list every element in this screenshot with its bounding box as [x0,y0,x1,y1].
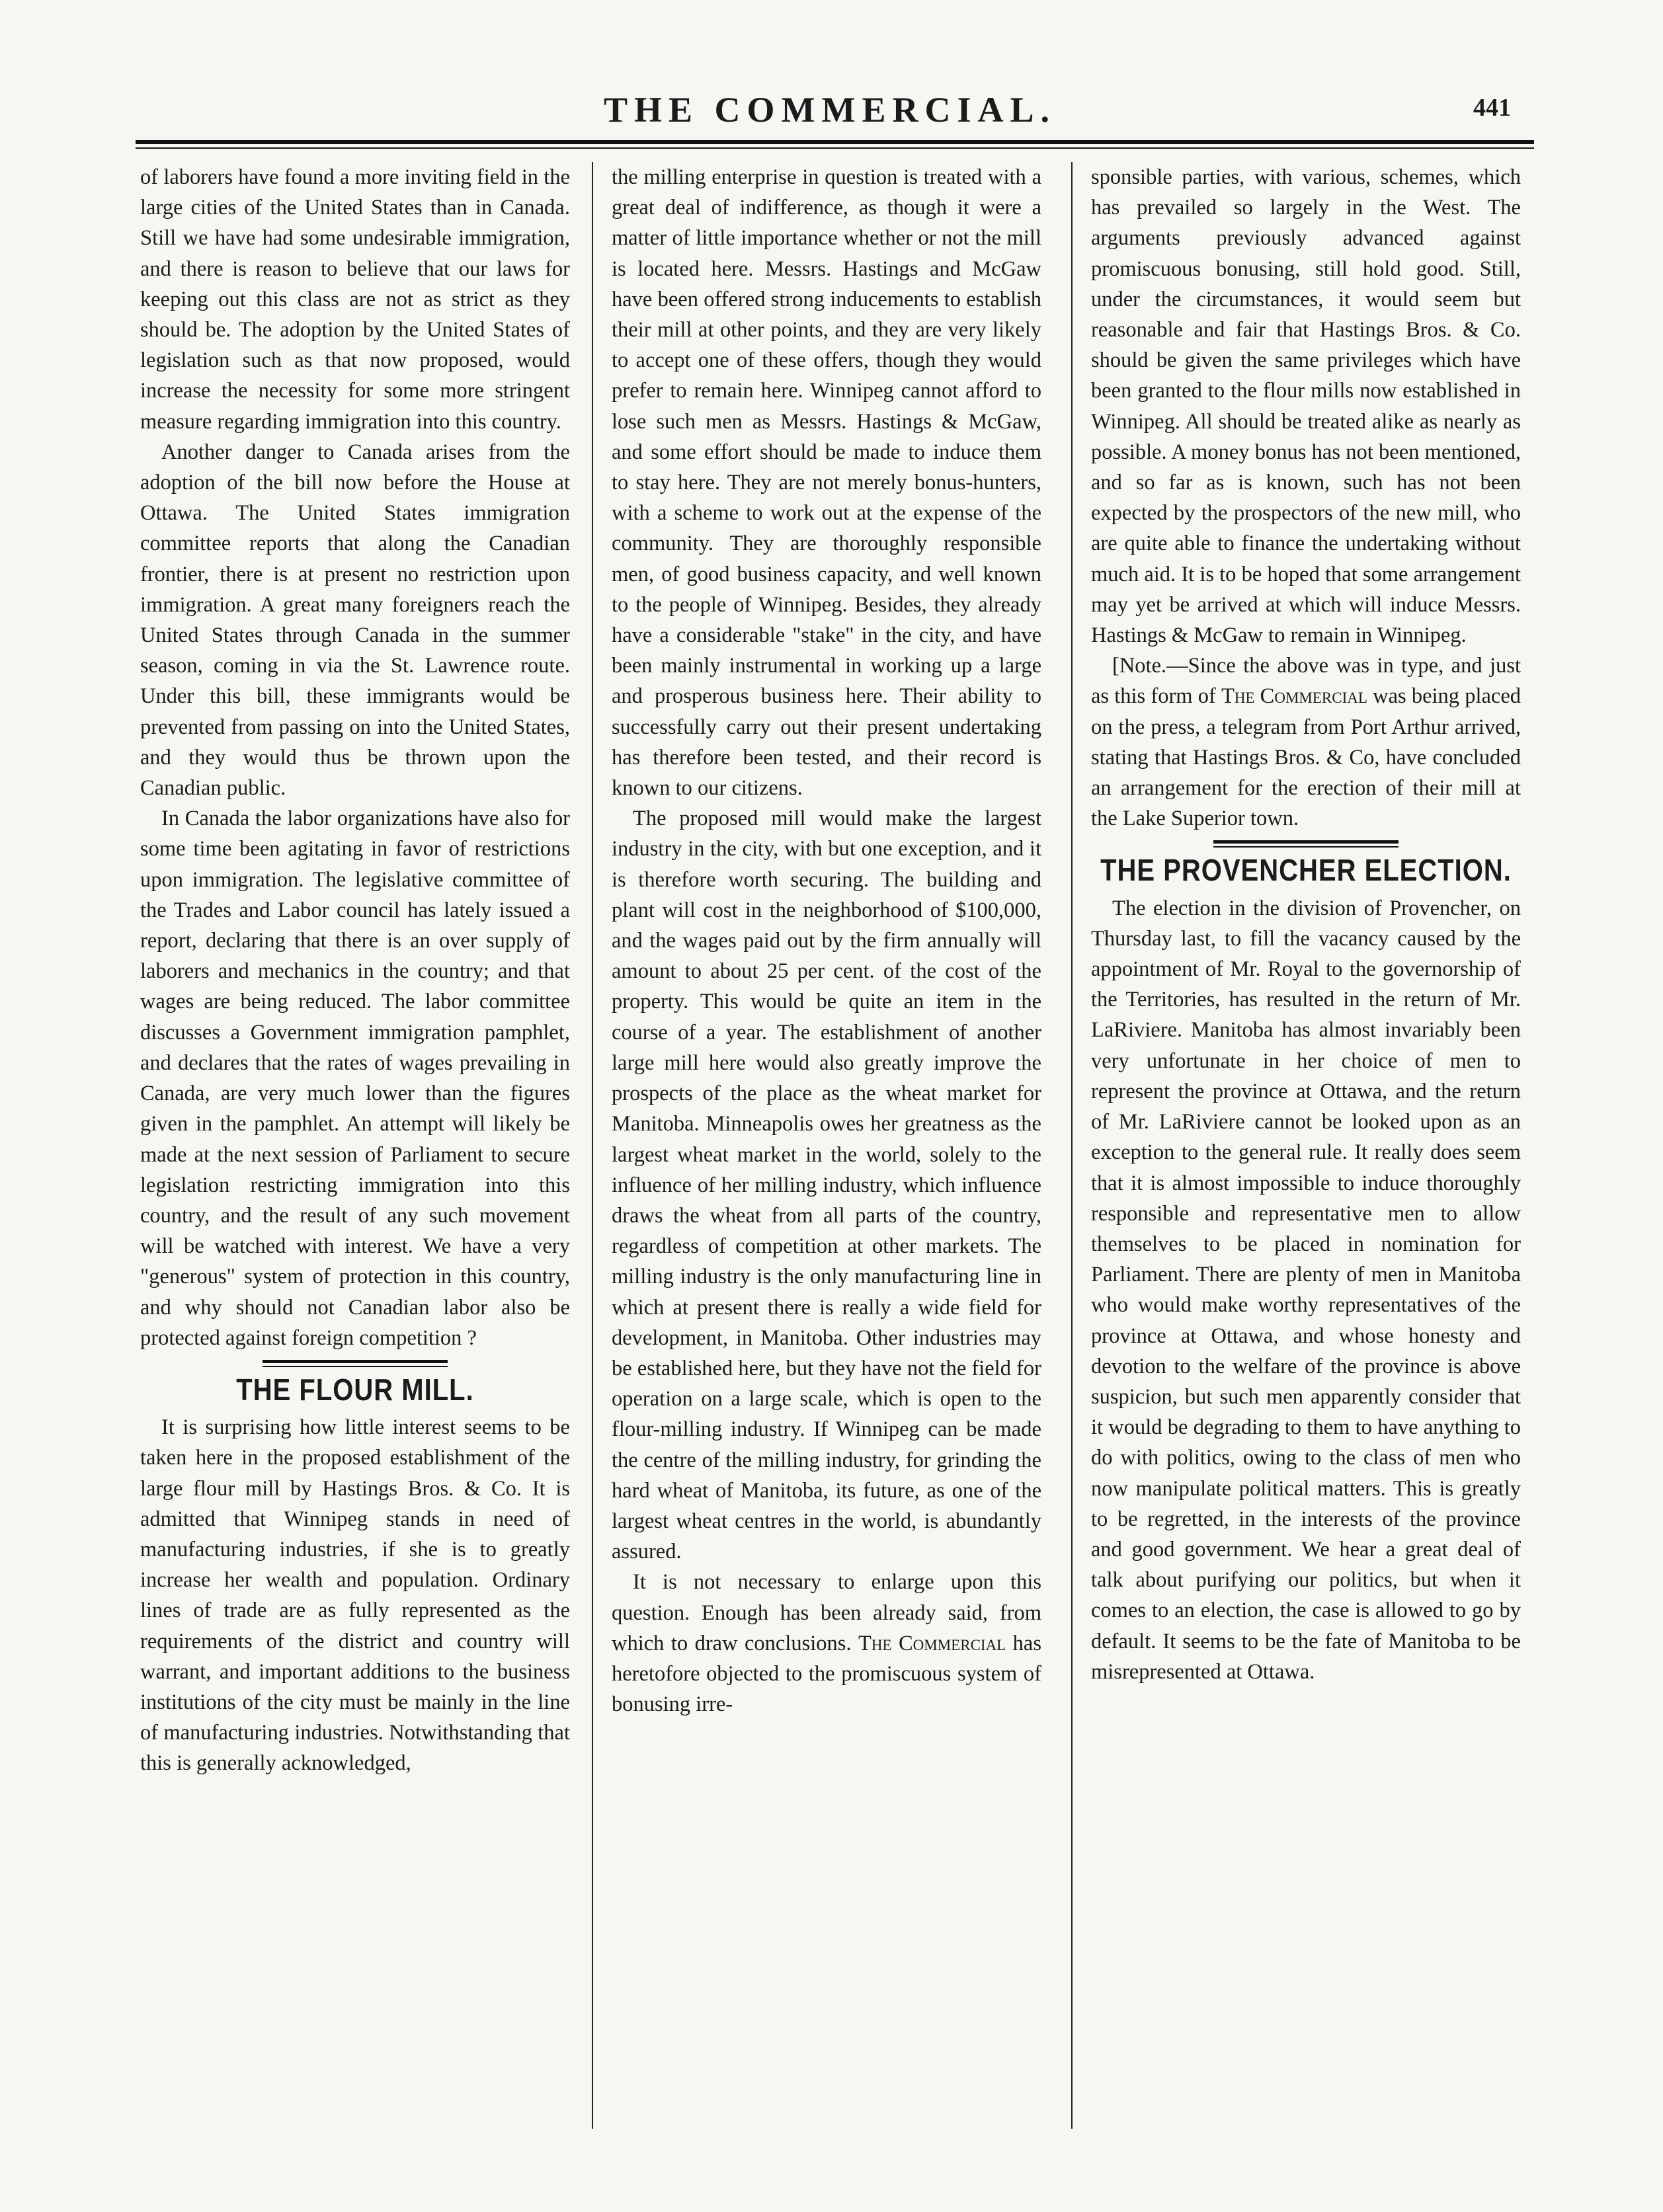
paragraph: It is surprising how little interest seems to be taken here in the proposed establishment of the large flour mill by Hastings Bros. & Co. It is admitted that Winnipeg stands in need of manufacturing industries, if she is to greatly increase her wealth and population. Ordinary lines of trade are as fully represented as the requirements of the district and country will warrant, and important additions to the business institutions of the city must be mainly in the line of manufacturing industries. Notwithstanding that this is generally acknowledged, [140,1415,570,1776]
section-heading: THE FLOUR MILL. [236,1373,474,1407]
publication-name: The Commercial [1221,684,1367,709]
masthead [136,89,1524,136]
section-heading: THE PROVENCHER ELECTION. [1100,854,1512,888]
column-1 [140,162,570,1779]
column-divider [1071,162,1073,2129]
paragraph: sponsible parties, with various, schemes, which has prevailed so largely in the West. The arguments previously advanced against promiscuous bonusing, still hold good. Still, under the circumstances, it would seem but reasonable and fair that Hastings Bros. & Co. should be given the same privileges which have been granted to the flour mills now established in Winnipeg. All should be treated alike as nearly as possible. A money bonus has not been mentioned, and so far as is known, such has not been expected by the prospectors of the new mill, who are quite able to finance the undertaking without much aid. It is to be hoped that some arrangement may yet be arrived at which will induce Messrs. Hastings & McGaw to remain in Winnipeg. [1091,165,1521,648]
column-2 [612,162,1041,1719]
column-divider [592,162,593,2129]
newspaper-title: THE COMMERCIAL. [603,90,1056,130]
paragraph [612,1567,1041,1719]
paragraph: of laborers have found a more inviting field in the large cities of the United States than in Canada. Still we have had some undesirable immigration, and there is reason to believe that our laws for keeping out this class are not as strict as they should be. The adoption by the United States of legislation such as that now proposed, would increase the necessity for some more stringent measure regarding immigration into this country. [140,165,570,434]
publication-name: The Commercial [858,1631,1006,1655]
masthead-rule [136,140,1534,149]
paragraph: the milling enterprise in question is treated with a great deal of indifference, as though it were a matter of little importance whether or not the mill is located here. Messrs. Hastings and McGaw have been offered strong inducements to establish their mill at other points, and they are very likely to accept one of these offers, though they would prefer to remain here. Winnipeg cannot afford to lose such men as Messrs. Hastings & McGaw, and some effort should be made to induce them to stay here. They are not merely bonus-hunters, with a scheme to work out at the expense of the community. They are thoroughly responsible men, of good business capacity, and well known to the people of Winnipeg. Besides, they already have a considerable "stake" in the city, and have been mainly instrumental in working up a large and prosperous business here. Their ability to successfully carry out their present undertaking has therefore been tested, and their record is known to our citizens. [612,165,1041,801]
page-number: 441 [1473,94,1511,122]
paragraph: Another danger to Canada arises from the adoption of the bill now before the House at Ottawa. The United States immigration committee reports that along the Canadian frontier, there is at present no restriction upon immigration. A great many foreigners reach the United States through Canada in the summer season, coming in via the St. Lawrence route. Under this bill, these immigrants would be prevented from passing on into the United States, and they would thus be thrown upon the Canadian public. [140,440,570,801]
text-run: has heretofore objected to the promiscuous system of bonusing irre- [612,1631,1041,1717]
section-rule [263,1360,448,1367]
paragraph: The proposed mill would make the largest industry in the city, with but one exception, and it is therefore worth securing. The building and plant will cost in the neighborhood of $100,000, and the wages paid out by the firm annually will amount to about 25 per cent. of the cost of the property. This would be quite an item in the course of a year. The establishment of another large mill here would also greatly improve the prospects of the place as the wheat market for Manitoba. Minneapolis owes her greatness as the largest wheat market in the world, solely to the influence of her milling industry, which influence draws the wheat from all parts of the country, regardless of competition at other markets. The milling industry is the only manufacturing line in which at present there is really a wide field for development, in Manitoba. Other industries may be established here, but they have not the field for operation on a large scale, which is open to the flour-milling industry. If Winnipeg can be made the centre of the milling industry, for grinding the hard wheat of Manitoba, its future, as one of the largest wheat centres in the world, is abundantly assured. [612,807,1041,1564]
text-run: It is not necessary to enlarge upon this question. Enough has been already said, from which to draw conclusions. [612,1570,1041,1655]
text-run: was being placed on the press, a telegram from Port Arthur arrived, stating that Hastings Bros. & Co, have concluded an arrangement for the erection of their mill at the Lake Superior town. [1091,684,1521,831]
column-3 [1091,162,1521,1687]
editor-note [1091,651,1521,834]
paragraph: The election in the division of Provencher, on Thursday last, to fill the vacancy caused by the appointment of Mr. Royal to the governorship of the Territories, has resulted in the return of Mr. LaRiviere. Manitoba has almost invariably been very unfortunate in her choice of men to represent the province at Ottawa, and the return of Mr. LaRiviere cannot be looked upon as an exception to the general rule. It really does seem that it is almost impossible to induce thoroughly responsible and representative men to allow themselves to be placed in nomination for Parliament. There are plenty of men in Manitoba who would make worthy representatives of the province at Ottawa, and whose honesty and devotion to the welfare of the province is above suspicion, but such men apparently consider that it would be degrading to them to have anything to do with politics, owing to the class of men who now manipulate political matters. This is greatly to be regretted, in the interests of the province and good government. We hear a great deal of talk about purifying our politics, but when it comes to an election, the case is allowed to go by default. It seems to be the fate of Manitoba to be misrepresented at Ottawa. [1091,896,1521,1684]
section-rule [1213,840,1399,848]
text-run: [Note.—Since the above was in type, and just as this form of [1091,654,1521,709]
paragraph: In Canada the labor organizations have also for some time been agitating in favor of restrictions upon immigration. The legislative committee of the Trades and Labor council has lately issued a report, declaring that there is an over supply of laborers and mechanics in the country; and that wages are being reduced. The labor committee discusses a Government immigration pamphlet, and declares that the rates of wages prevailing in Canada, are very much lower than the figures given in the pamphlet. An attempt will likely be made at the next session of Parliament to secure legislation restricting immigration into this country, and the result of any such movement will be watched with interest. We have a very "generous" system of protection in this country, and why should not Canadian labor also be protected against foreign competition ? [140,807,570,1350]
